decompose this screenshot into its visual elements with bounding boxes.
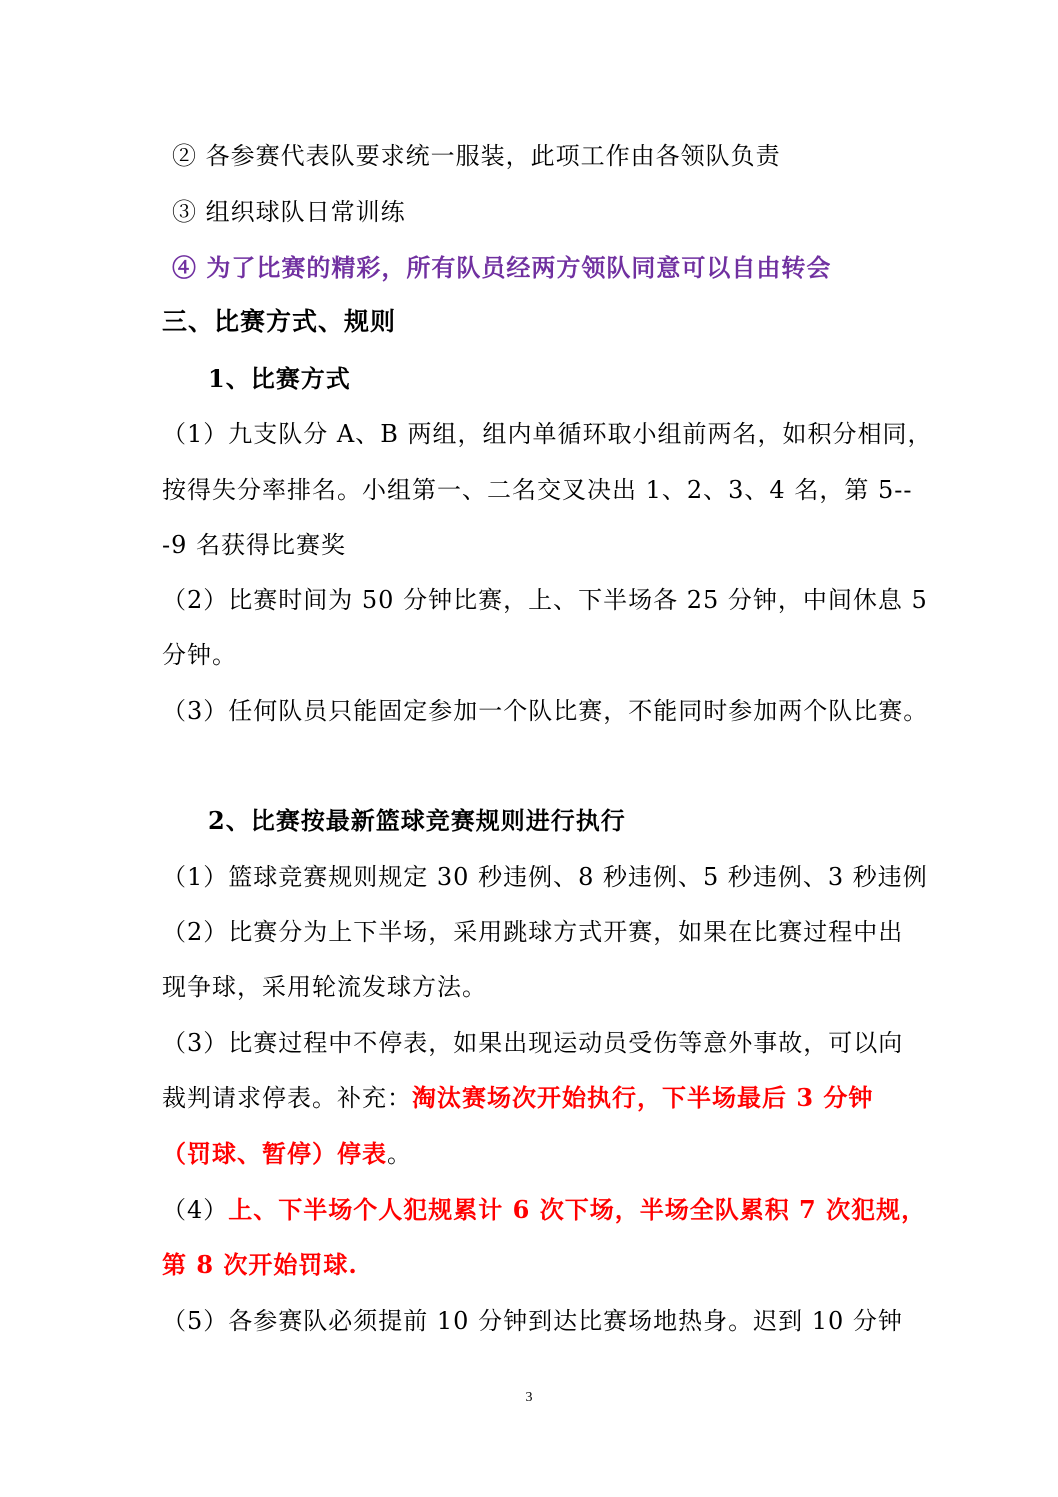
- paragraph-line: -9 名获得比赛奖: [162, 531, 347, 559]
- paragraph-line: [162, 1194, 926, 1226]
- foul-rule-highlight: 上、下半场个人犯规累计 6 次下场，半场全队累积 7 次犯规，: [228, 1195, 927, 1224]
- paragraph-line: 按得失分率排名。小组第一、二名交叉决出 1、2、3、4 名，第 5--: [162, 476, 913, 504]
- section-heading-rules: 三、比赛方式、规则: [162, 307, 397, 336]
- item-4-transfer: ④ 为了比赛的精彩，所有队员经两方领队同意可以自由转会: [172, 253, 832, 282]
- paragraph-line: 分钟。: [162, 641, 237, 669]
- foul-rule-highlight: 第 8 次开始罚球.: [162, 1250, 358, 1279]
- supplement-highlight: （罚球、暂停）停表: [162, 1139, 387, 1168]
- item-3-training: ③ 组织球队日常训练: [172, 198, 406, 226]
- item-2-uniform: ② 各参赛代表队要求统一服装，此项工作由各领队负责: [172, 142, 781, 170]
- paragraph-line: （2）比赛时间为 50 分钟比赛，上、下半场各 25 分钟，中间休息 5: [162, 586, 928, 614]
- subheading-rules-execution: 2、比赛按最新篮球竞赛规则进行执行: [208, 806, 626, 835]
- subheading-match-format: 1、比赛方式: [208, 364, 351, 393]
- paragraph-line: （2）比赛分为上下半场，采用跳球方式开赛，如果在比赛过程中出: [162, 918, 904, 946]
- paragraph-line: （3）任何队员只能固定参加一个队比赛，不能同时参加两个队比赛。: [162, 697, 929, 725]
- paragraph-line: （5）各参赛队必须提前 10 分钟到达比赛场地热身。迟到 10 分钟: [162, 1307, 903, 1335]
- item-number: （4）: [162, 1196, 229, 1224]
- supplement-label: 裁判请求停表。补充：: [162, 1084, 412, 1112]
- paragraph-line: [162, 1082, 873, 1114]
- period: 。: [387, 1140, 412, 1168]
- paragraph-line: （1）篮球竞赛规则规定 30 秒违例、8 秒违例、5 秒违例、3 秒违例: [162, 863, 928, 891]
- paragraph-line: （1）九支队分 A、B 两组，组内单循环取小组前两名，如积分相同，: [162, 420, 933, 448]
- paragraph-line: （3）比赛过程中不停表，如果出现运动员受伤等意外事故，可以向: [162, 1029, 904, 1057]
- paragraph-line: [162, 1138, 412, 1170]
- paragraph-line: 现争球，采用轮流发球方法。: [162, 973, 487, 1001]
- supplement-highlight: 淘汰赛场次开始执行，下半场最后 3 分钟: [412, 1083, 874, 1112]
- page-number: 3: [525, 1390, 533, 1405]
